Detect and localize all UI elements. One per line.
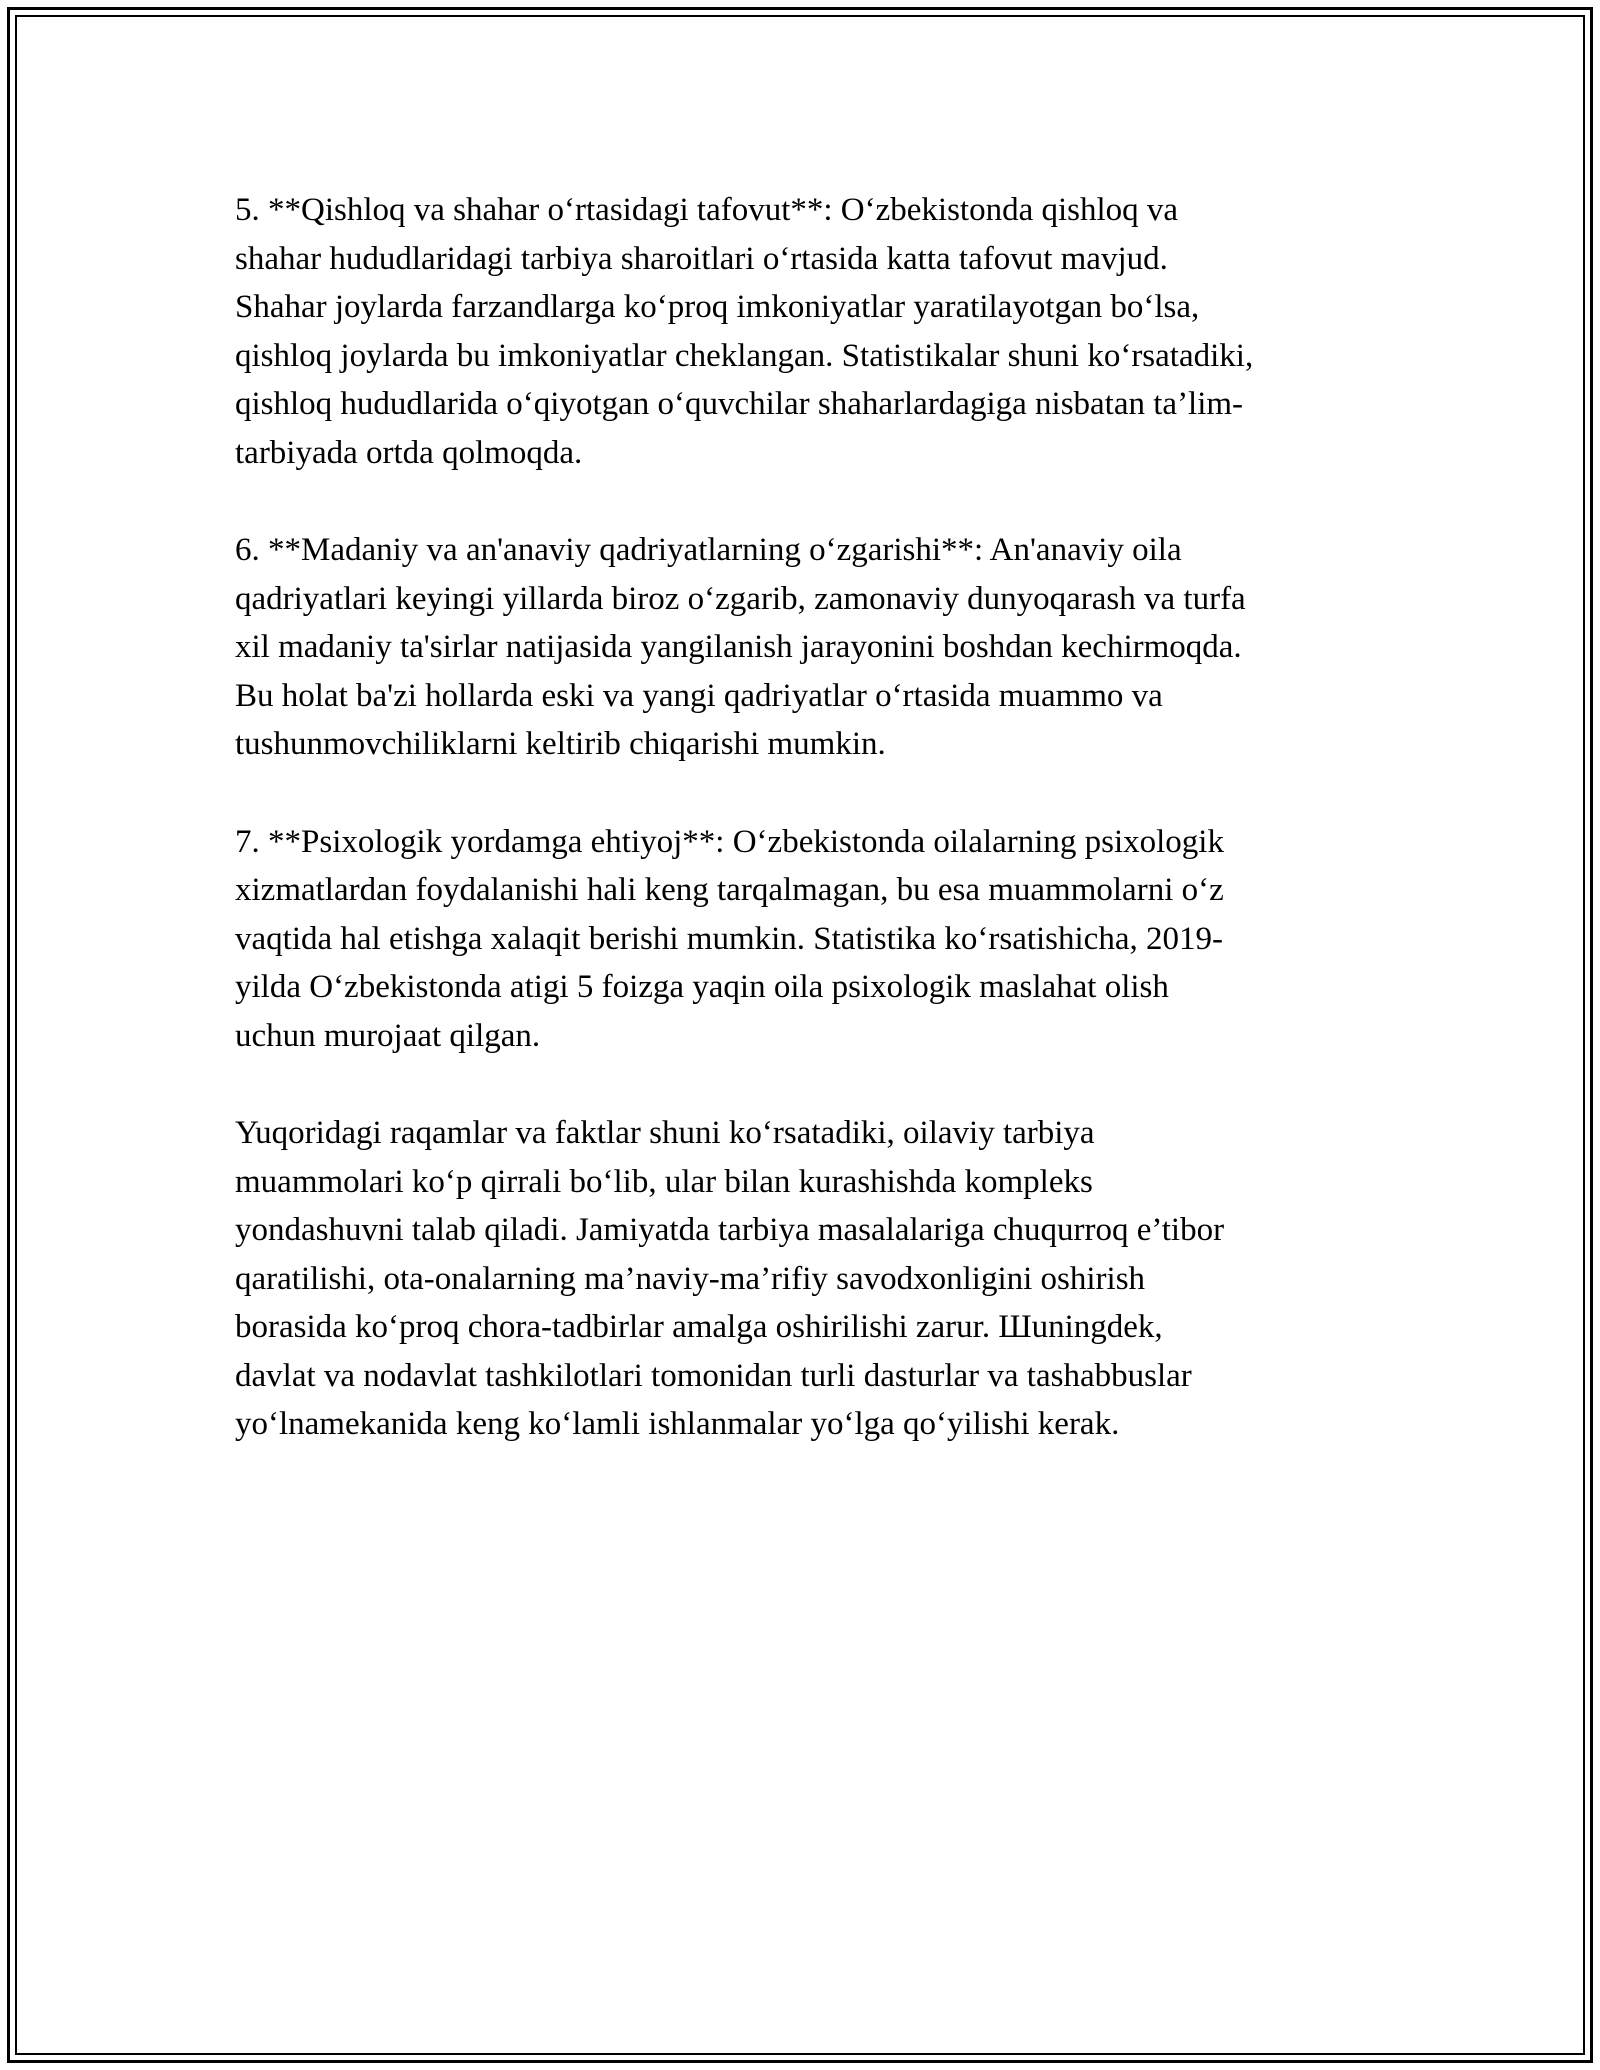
paragraph-psychological-support xyxy=(235,818,1365,1061)
text-line: Bu holat ba'zi hollarda eski va yangi qadriyatlar o‘rtasida muammo va xyxy=(235,677,1163,714)
text-line: davlat va nodavlat tashkilotlari tomonidan turli dasturlar va tashabbuslar xyxy=(235,1357,1192,1394)
text-line: borasida ko‘proq chora-tadbirlar amalga oshirilishi zarur. Шuningdek, xyxy=(235,1309,1163,1345)
text-line: qishloq hududlarida o‘qiyotgan o‘quvchilar shaharlardagiga nisbatan ta’lim- xyxy=(235,386,1244,422)
text-line: qishloq joylarda bu imkoniyatlar cheklangan. Statistikalar shuni ko‘rsatadiki, xyxy=(235,337,1254,374)
paragraph-conclusion xyxy=(235,1109,1365,1449)
text-line: 7. **Psixologik yordamga ehtiyoj**: O‘zbekistonda oilalarning psixologik xyxy=(235,823,1224,860)
text-line: yondashuvni talab qiladi. Jamiyatda tarbiya masalalariga chuqurroq e’tibor xyxy=(235,1212,1225,1248)
paragraph-rural-urban-gap xyxy=(235,186,1365,477)
text-line: yilda O‘zbekistonda atigi 5 foizga yaqin oila psixologik maslahat olish xyxy=(235,969,1169,1005)
text-line: muammolari ko‘p qirrali bo‘lib, ular bilan kurashishda kompleks xyxy=(235,1163,1093,1200)
document-body xyxy=(235,186,1365,1498)
text-line: xizmatlardan foydalanishi hali keng tarqalmagan, bu esa muammolarni o‘z xyxy=(235,872,1224,908)
paragraph-cultural-values xyxy=(235,526,1365,769)
text-line: qadriyatlari keyingi yillarda biroz o‘zgarib, zamonaviy dunyoqarash va turfa xyxy=(235,580,1246,617)
text-line: 5. **Qishloq va shahar o‘rtasidagi tafovut**: O‘zbekistonda qishloq va xyxy=(235,192,1179,228)
text-line: vaqtida hal etishga xalaqit berishi mumkin. Statistika ko‘rsatishicha, 2019- xyxy=(235,920,1223,957)
text-line: uchun murojaat qilgan. xyxy=(235,1017,541,1054)
text-line: tarbiyada ortda qolmoqda. xyxy=(235,434,583,471)
text-line: Shahar joylarda farzandlarga ko‘proq imkoniyatlar yaratilayotgan bo‘lsa, xyxy=(235,289,1200,325)
text-line: qaratilishi, ota-onalarning ma’naviy-ma’rifiy savodxonligini oshirish xyxy=(235,1260,1146,1297)
text-line: xil madaniy ta'sirlar natijasida yangilanish jarayonini boshdan kechirmoqda. xyxy=(235,629,1242,665)
text-line: tushunmovchiliklarni keltirib chiqarishi mumkin. xyxy=(235,726,886,762)
text-line: Yuqoridagi raqamlar va faktlar shuni ko‘rsatadiki, oilaviy tarbiya xyxy=(235,1115,1095,1151)
text-line: yo‘lnamekanida keng ko‘lamli ishlanmalar yo‘lga qo‘yilishi kerak. xyxy=(235,1406,1120,1442)
text-line: 6. **Madaniy va an'anaviy qadriyatlarning o‘zgarishi**: An'anaviy oila xyxy=(235,532,1182,568)
text-line: shahar hududlaridagi tarbiya sharoitlari o‘rtasida katta tafovut mavjud. xyxy=(235,240,1168,277)
